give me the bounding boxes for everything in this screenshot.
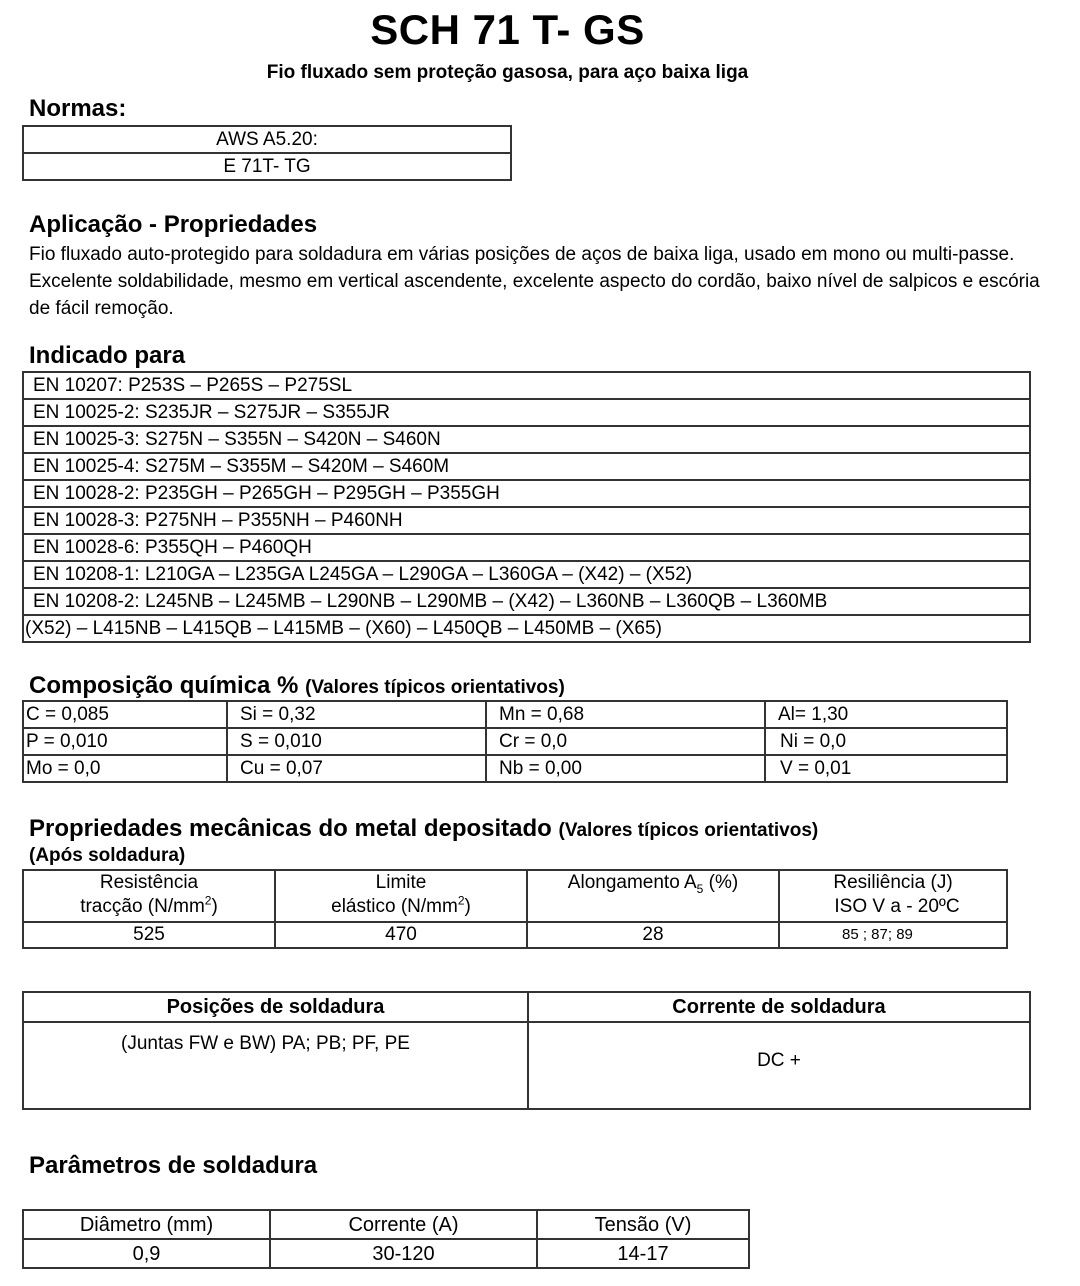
mecanicas-note: (Valores típicos orientativos)	[558, 820, 819, 841]
indicado-table	[22, 371, 1031, 643]
param-header: Tensão (V)	[537, 1210, 749, 1239]
mecanicas-title: Propriedades mecânicas do metal depositado	[29, 815, 552, 842]
parametros-heading: Parâmetros de soldadura	[29, 1152, 318, 1179]
indicado-row: EN 10028-2: P235GH – P265GH – P295GH – P355GH	[23, 480, 1030, 507]
mech-header: Alongamento $A_5$ (%)	[527, 870, 779, 922]
chem-cell: Mn = 0,68	[486, 701, 765, 728]
normas-row: AWS A5.20:	[23, 126, 511, 153]
indicado-row: EN 10028-6: P355QH – P460QH	[23, 534, 1030, 561]
composicao-table	[22, 700, 1008, 783]
mech-header: Resiliência (J) ISO V a - 20ºC	[779, 870, 1007, 922]
chem-cell: P = 0,010	[23, 728, 227, 755]
indicado-row: EN 10207: P253S – P265S – P275SL	[23, 372, 1030, 399]
mech-header: Resistência tracção $(N/mm^2)$	[23, 870, 275, 922]
posicoes-value: (Juntas FW e BW) PA; PB; PF, PE	[23, 1022, 528, 1109]
aplicacao-heading: Aplicação - Propriedades	[29, 211, 318, 238]
page-subtitle: Fio fluxado sem proteção gasosa, para aço baixa liga	[266, 62, 749, 83]
indicado-row: EN 10028-3: P275NH – P355NH – P460NH	[23, 507, 1030, 534]
chem-cell: Ni = 0,0	[765, 728, 1007, 755]
indicado-row: EN 10208-1: L210GA – L235GA L245GA – L290GA – L360GA – (X42) – (X52)	[23, 561, 1030, 588]
posicoes-table	[22, 991, 1031, 1110]
chem-cell: Si = 0,32	[227, 701, 486, 728]
indicado-row: (X52) – L415NB – L415QB – L415MB – (X60) – L450QB – L450MB – (X65)	[23, 615, 1030, 642]
param-value: 14-17	[537, 1239, 749, 1268]
normas-row: E 71T- TG	[23, 153, 511, 180]
parametros-table	[22, 1209, 750, 1269]
param-value: 0,9	[23, 1239, 270, 1268]
chem-cell: Mo = 0,0	[23, 755, 227, 782]
indicado-row: EN 10025-4: S275M – S355M – S420M – S460M	[23, 453, 1030, 480]
corrente-value: DC +	[528, 1022, 1030, 1109]
corrente-header: Corrente de soldadura	[528, 992, 1030, 1022]
mecanicas-heading	[29, 815, 818, 843]
aplicacao-text: Fio fluxado auto-protegido para soldadura em várias posições de aços de baixa liga, usado em mono ou multi-passe. Excelente soldabilidade, mesmo em vertical ascendente, excelente aspecto do cordão, baixo nível de salpicos e escória de fácil remoção.	[29, 244, 1040, 319]
mech-value: 85 ; 87; 89	[779, 922, 1007, 948]
chem-cell: Cr = 0,0	[486, 728, 765, 755]
composicao-heading	[29, 672, 565, 700]
mech-header: Limite elástico $(N/mm^2)$	[275, 870, 527, 922]
normas-table	[22, 125, 512, 181]
param-value: 30-120	[270, 1239, 537, 1268]
composicao-note: (Valores típicos orientativos)	[305, 677, 565, 698]
indicado-row: EN 10208-2: L245NB – L245MB – L290NB – L290MB – (X42) – L360NB – L360QB – L360MB	[23, 588, 1030, 615]
indicado-row: EN 10025-2: S235JR – S275JR – S355JR	[23, 399, 1030, 426]
chem-cell: Nb = 0,00	[486, 755, 765, 782]
normas-heading: Normas:	[29, 95, 127, 122]
chem-cell: S = 0,010	[227, 728, 486, 755]
param-header: Diâmetro (mm)	[23, 1210, 270, 1239]
posicoes-header: Posições de soldadura	[23, 992, 528, 1022]
mech-value: 525	[23, 922, 275, 948]
chem-cell: Cu = 0,07	[227, 755, 486, 782]
composicao-title: Composição química %	[29, 672, 299, 699]
indicado-heading: Indicado para	[29, 342, 186, 369]
chem-cell: C = 0,085	[23, 701, 227, 728]
mech-value: 28	[527, 922, 779, 948]
mecanicas-table	[22, 869, 1008, 949]
mech-value: 470	[275, 922, 527, 948]
chem-cell: V = 0,01	[765, 755, 1007, 782]
chem-cell: Al= 1,30	[765, 701, 1007, 728]
param-header: Corrente (A)	[270, 1210, 537, 1239]
indicado-row: EN 10025-3: S275N – S355N – S420N – S460N	[23, 426, 1030, 453]
mecanicas-subheading: (Após soldadura)	[29, 845, 186, 866]
page-title: SCH 71 T- GS	[370, 6, 645, 53]
